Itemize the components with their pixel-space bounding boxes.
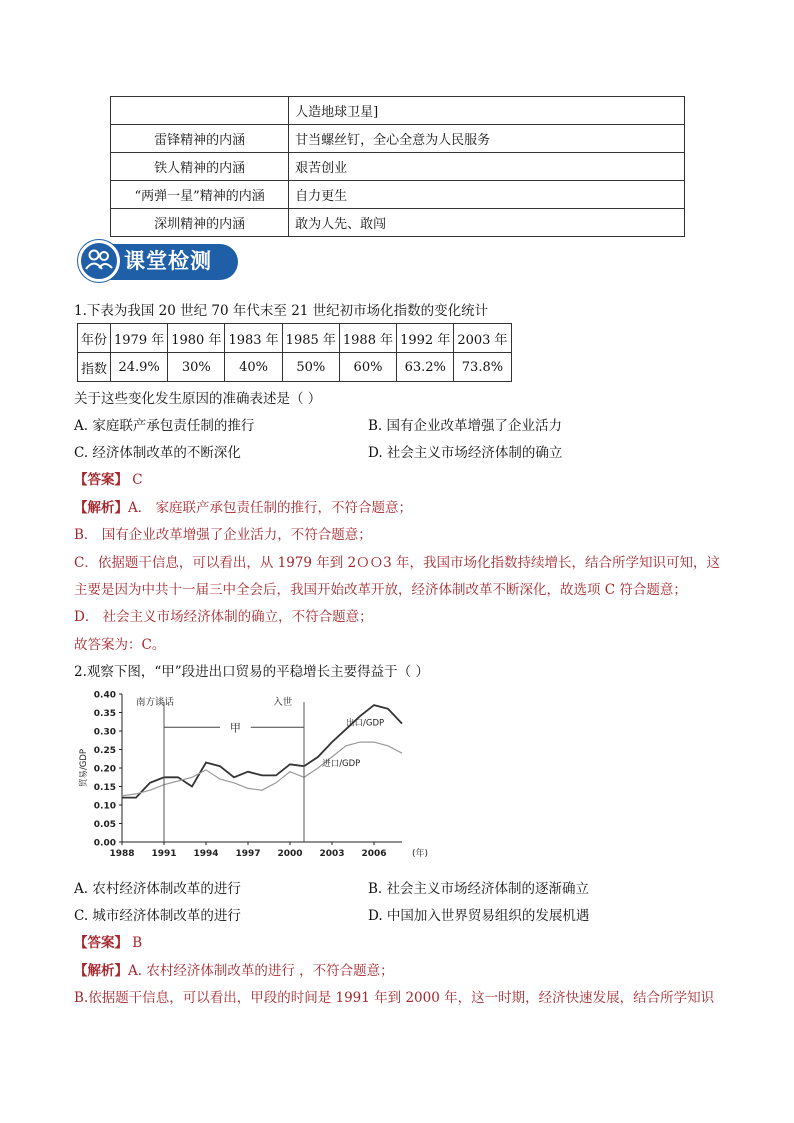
table-cell: 雷锋精神的内涵	[111, 125, 289, 153]
table-cell: 2003 年	[454, 324, 511, 353]
answer-tag: 【答案】	[74, 472, 128, 488]
people-icon	[78, 240, 120, 282]
table-cell: 铁人精神的内涵	[111, 153, 289, 181]
table-row	[111, 125, 685, 153]
q2-option-a: A. 农村经济体制改革的进行	[74, 881, 241, 897]
q1-question: 关于这些变化发生原因的准确表述是（ ）	[74, 391, 322, 407]
southern-talk-label: 南方谈话	[136, 697, 175, 708]
answer-tag: 【答案】	[74, 935, 128, 951]
analysis-text: B.依据题干信息，可以看出，甲段的时间是 1991 年到 2000 年，这一时期，经济快速发展，结合所学知识	[74, 990, 715, 1006]
analysis-tag: 【解析】	[74, 963, 128, 979]
table-cell: 艰苦创业	[289, 153, 685, 181]
banner-title: 课堂检测	[124, 249, 212, 273]
table-row	[78, 324, 512, 353]
y-tick-label: 0.00	[93, 838, 116, 849]
table-cell: 指数	[78, 353, 111, 382]
analysis-text: 主要是因为中共十一届三中全会后，我国开始改革开放，经济体制改革不断深化，故选项 C 符合题意；	[74, 582, 687, 598]
trade-gdp-chart	[72, 684, 432, 864]
y-tick-label: 0.15	[93, 783, 116, 793]
analysis-tag: 【解析】	[74, 500, 128, 516]
y-tick-label: 0.10	[93, 801, 116, 812]
q2-option-c: C. 城市经济体制改革的进行	[74, 908, 241, 924]
table-cell: 自力更生	[289, 181, 685, 209]
x-unit-label: (年)	[412, 849, 429, 859]
analysis-text: D． 社会主义市场经济体制的确立，不符合题意；	[74, 609, 373, 625]
q1-option-a: A. 家庭联产承包责任制的推行	[74, 418, 255, 434]
analysis-text: A. 农村经济体制改革的进行 ，不符合题意；	[128, 963, 394, 979]
table-cell	[111, 97, 289, 125]
x-tick-label: 1994	[193, 849, 219, 859]
x-tick-label: 1991	[151, 849, 177, 859]
y-tick-label: 0.25	[93, 746, 116, 756]
index-table	[77, 323, 512, 382]
table-cell: 63.2%	[397, 353, 454, 382]
table-row	[111, 153, 685, 181]
section-banner	[78, 240, 238, 282]
q1-stem: 1.下表为我国 20 世纪 70 年代末至 21 世纪初市场化指数的变化统计	[74, 303, 489, 319]
q1-option-d: D. 社会主义市场经济体制的确立	[368, 445, 563, 461]
table-cell: 1980 年	[168, 324, 225, 353]
analysis-text: A． 家庭联产承包责任制的推行，不符合题意；	[128, 500, 413, 516]
x-tick-label: 2003	[319, 849, 345, 859]
q2-option-d: D. 中国加入世界贸易组织的发展机遇	[368, 908, 590, 924]
q1-analysis-line	[74, 496, 412, 516]
table-cell: 50%	[282, 353, 339, 382]
table-cell: 年份	[78, 324, 111, 353]
y-axis-label: 贸易/GDP	[79, 748, 89, 788]
answer-value: C	[132, 472, 143, 488]
chart-ticks	[78, 691, 428, 860]
x-tick-label: 2006	[361, 849, 387, 859]
table-cell: 30%	[168, 353, 225, 382]
table-cell: “两弹一星”精神的内涵	[111, 181, 289, 209]
wto-label: 入世	[273, 697, 293, 708]
q1-option-b: B. 国有企业改革增强了企业活力	[368, 418, 563, 434]
x-tick-label: 1997	[235, 849, 261, 859]
analysis-text: B． 国有企业改革增强了企业活力，不符合题意；	[74, 527, 372, 543]
q2-analysis-line	[74, 959, 394, 979]
table-cell: 60%	[339, 353, 396, 382]
table-row	[111, 97, 685, 125]
y-tick-label: 0.30	[93, 727, 116, 738]
table-row	[78, 353, 512, 382]
answer-value: B	[132, 935, 143, 951]
table-cell: 73.8%	[454, 353, 511, 382]
spirit-table	[110, 96, 685, 237]
import-series-label: 进口/GDP	[322, 759, 361, 770]
q1-conclusion: 故答案为：C。	[74, 637, 166, 653]
jia-label: 甲	[229, 721, 241, 735]
q2-option-b: B. 社会主义市场经济体制的逐渐确立	[368, 881, 590, 897]
table-cell: 1992 年	[397, 324, 454, 353]
table-cell: 40%	[225, 353, 282, 382]
table-cell: 1979 年	[111, 324, 168, 353]
table-cell: 深圳精神的内涵	[111, 209, 289, 237]
q1-answer-line	[74, 468, 143, 488]
table-cell: 1983 年	[225, 324, 282, 353]
table-cell: 敢为人先、敢闯	[289, 209, 685, 237]
table-cell: 24.9%	[111, 353, 168, 382]
table-cell: 1988 年	[339, 324, 396, 353]
x-tick-label: 2000	[277, 849, 303, 859]
y-tick-label: 0.05	[93, 820, 116, 830]
q1-option-c: C. 经济体制改革的不断深化	[74, 445, 241, 461]
y-tick-label: 0.20	[93, 764, 116, 775]
table-cell: 甘当螺丝钉，全心全意为人民服务	[289, 125, 685, 153]
analysis-text: C．依据题干信息，可以看出，从 1979 年到 2ＯＯ3 年，我国市场化指数持续增长，结合所学知识可知，这	[74, 555, 721, 571]
export-series-label: 出口/GDP	[346, 718, 385, 729]
table-row	[111, 209, 685, 237]
y-tick-label: 0.40	[93, 690, 116, 701]
table-cell: 人造地球卫星]	[289, 97, 685, 125]
chart-annotations	[136, 696, 384, 842]
x-tick-label: 1988	[109, 849, 135, 859]
table-cell: 1985 年	[282, 324, 339, 353]
q2-stem: 2.观察下图，“甲”段进出口贸易的平稳增长主要得益于（ ）	[74, 664, 429, 680]
q2-answer-line	[74, 931, 142, 951]
table-row	[111, 181, 685, 209]
y-tick-label: 0.35	[93, 709, 116, 719]
